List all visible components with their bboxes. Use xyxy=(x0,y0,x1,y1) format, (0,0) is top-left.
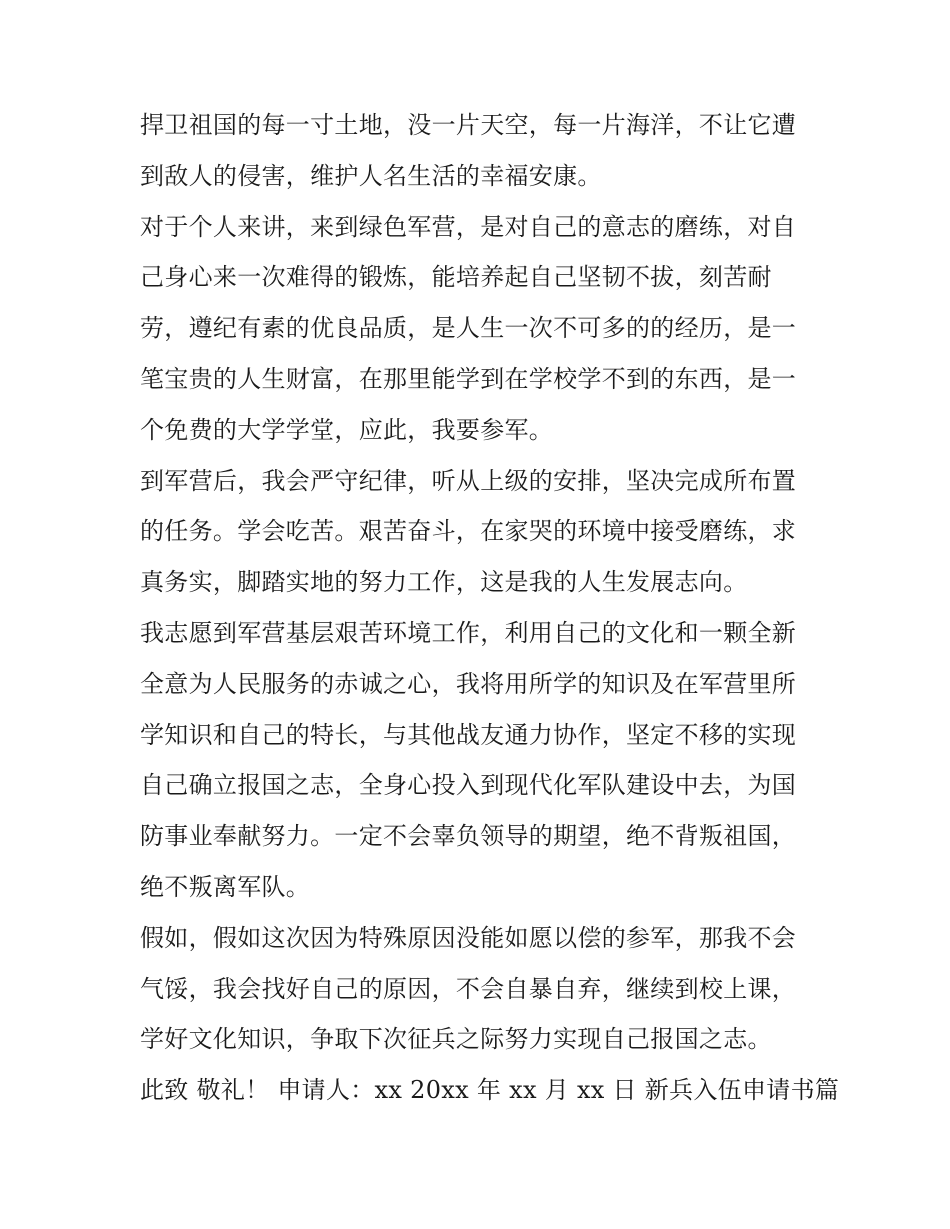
text-line: 防事业奉献努力。一定不会辜负领导的期望，绝不背叛祖国， xyxy=(140,822,797,851)
text-line: 到敌人的侵害，维护人名生活的幸福安康。 xyxy=(140,161,602,190)
text-line: 学知识和自己的特长，与其他战友通力协作，坚定不移的实现 xyxy=(140,720,797,749)
document-body xyxy=(140,100,840,1116)
text-line: 到军营后，我会严守纪律，听从上级的安排，坚决完成所布置 xyxy=(140,466,797,495)
text-line: 笔宝贵的人生财富，在那里能学到在学校学不到的东西，是一 xyxy=(140,364,797,393)
text-line: 自己确立报国之志，全身心投入到现代化军队建设中去，为国 xyxy=(140,771,797,800)
text-line: 全意为人民服务的赤诚之心，我将用所学的知识及在军营里所 xyxy=(140,669,797,698)
text-line: 捍卫祖国的每一寸土地，没一片天空，每一片海洋，不让它遭 xyxy=(140,111,797,139)
text-line: 学好文化知识，争取下次征兵之际努力实现自己报国之志。 xyxy=(140,1025,772,1054)
text-line: 气馁，我会找好自己的原因，不会自暴自弃，继续到校上课， xyxy=(140,974,797,1003)
text-line: 劳，遵纪有素的优良品质，是人生一次不可多的的经历，是一 xyxy=(140,314,797,343)
text-line: 己身心来一次难得的锻炼，能培养起自己坚韧不拔，刻苦耐 xyxy=(140,263,772,292)
text-line: 真务实，脚踏实地的努力工作，这是我的人生发展志向。 xyxy=(140,568,748,597)
text-line: 假如，假如这次因为特殊原因没能如愿以偿的参军，那我不会 xyxy=(140,923,797,952)
text-line: 绝不叛离军队。 xyxy=(140,872,311,901)
text-line: 的任务。学会吃苦。艰苦奋斗，在家哭的环境中接受磨练，求 xyxy=(140,517,797,546)
text-line: 我志愿到军营基层艰苦环境工作，利用自己的文化和一颗全新 xyxy=(140,618,797,647)
text-line: 个免费的大学学堂，应此，我要参军。 xyxy=(140,415,554,444)
text-line: 对于个人来讲，来到绿色军营，是对自己的意志的磨练，对自 xyxy=(140,212,797,241)
text-line: 此致 敬礼！ 申请人：xx 20xx 年 xx 月 xx 日 新兵入伍申请书篇 xyxy=(140,1076,840,1105)
